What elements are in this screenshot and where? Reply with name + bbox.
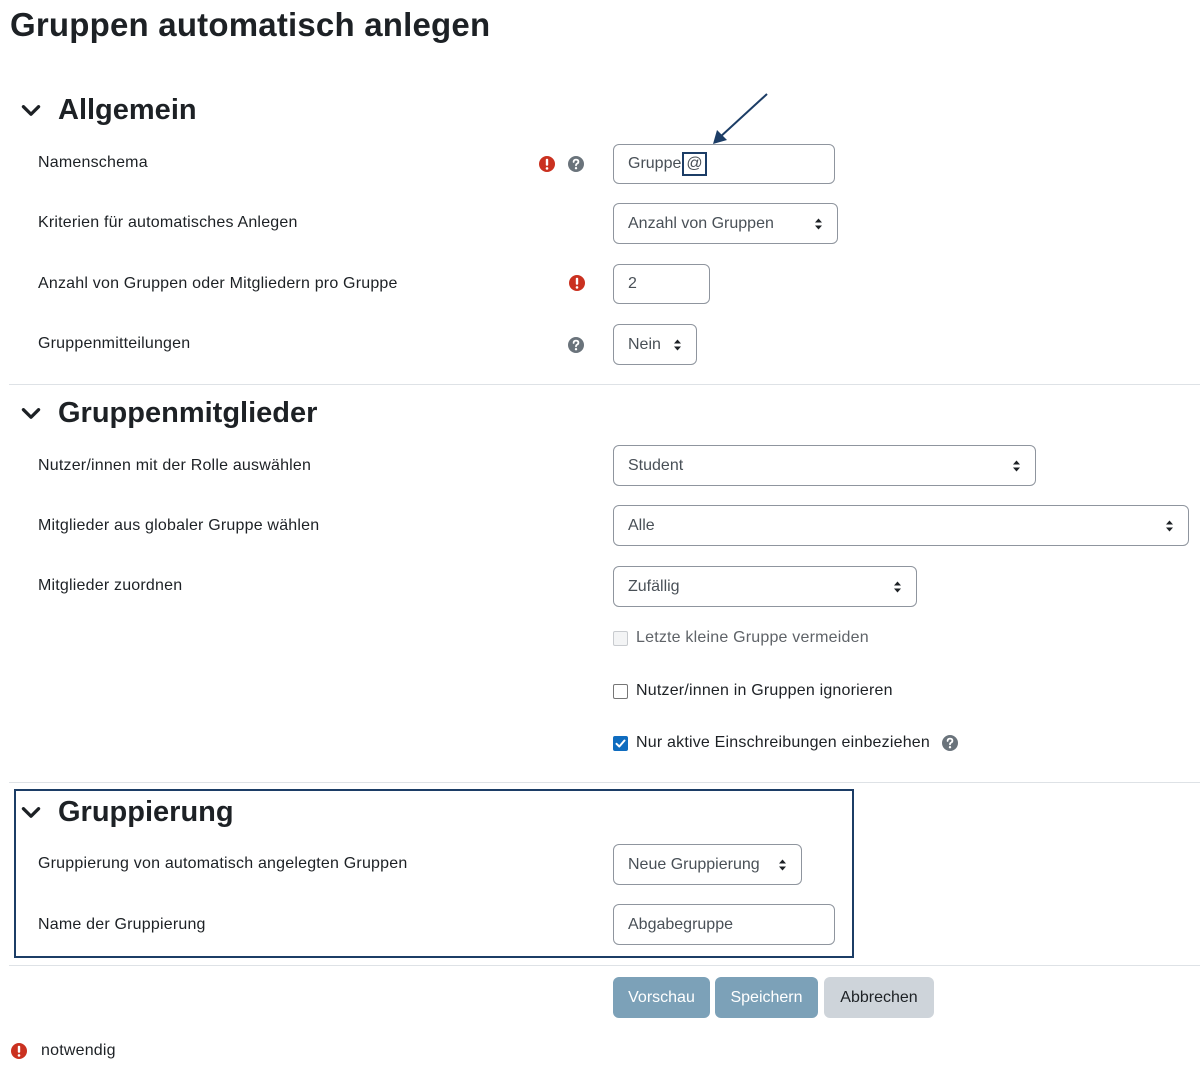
section-header-general[interactable]	[18, 94, 197, 127]
grouping-name-input[interactable]	[613, 904, 835, 945]
chevron-down-icon	[18, 98, 44, 124]
select-caret-icon	[1165, 519, 1174, 533]
role-value: Student	[628, 456, 684, 474]
ignore-grouped-label: Nutzer/innen in Gruppen ignorieren	[636, 682, 893, 699]
cohort-value: Alle	[628, 516, 655, 534]
group-messaging-value: Nein	[628, 335, 661, 353]
save-button[interactable]: Speichern	[715, 977, 818, 1018]
exclamation-circle-icon	[538, 155, 556, 173]
section-divider	[9, 384, 1200, 385]
question-circle-icon[interactable]	[567, 155, 585, 173]
select-caret-icon	[673, 338, 682, 352]
grouping-of-label: Gruppierung von automatisch angelegten Gruppen	[38, 855, 408, 872]
ignore-grouped-row[interactable]	[613, 682, 893, 700]
avoid-small-group-checkbox	[613, 631, 628, 646]
name-scheme-value: Gruppe	[628, 155, 682, 172]
group-messaging-label: Gruppenmitteilungen	[38, 335, 191, 352]
role-select[interactable]	[613, 445, 1036, 486]
question-circle-icon[interactable]	[567, 336, 585, 354]
role-label: Nutzer/innen mit der Rolle auswählen	[38, 457, 312, 474]
active-only-row[interactable]	[613, 734, 959, 752]
checkmark-icon	[615, 738, 626, 749]
required-note: notwendig	[41, 1042, 116, 1059]
active-only-checkbox[interactable]	[613, 736, 628, 751]
allocation-select[interactable]	[613, 566, 917, 607]
criteria-value: Anzahl von Gruppen	[628, 214, 774, 232]
section-title-grouping: Gruppierung	[58, 796, 234, 828]
section-title-members: Gruppenmitglieder	[58, 397, 318, 429]
section-divider	[9, 965, 1200, 966]
select-caret-icon	[1012, 459, 1021, 473]
allocation-label: Mitglieder zuordnen	[38, 577, 183, 594]
avoid-small-group-row	[613, 629, 869, 647]
name-scheme-placeholder-highlight: @	[682, 152, 706, 176]
ignore-grouped-checkbox[interactable]	[613, 684, 628, 699]
select-caret-icon	[893, 580, 902, 594]
grouping-of-value: Neue Gruppierung	[628, 855, 760, 873]
cancel-button[interactable]: Abbrechen	[824, 977, 934, 1018]
arrow-annotation-icon	[705, 90, 775, 150]
section-divider	[9, 782, 1200, 783]
select-caret-icon	[814, 217, 823, 231]
avoid-small-group-label: Letzte kleine Gruppe vermeiden	[636, 629, 869, 646]
section-header-grouping[interactable]	[18, 796, 234, 829]
grouping-name-label: Name der Gruppierung	[38, 916, 206, 933]
group-count-label: Anzahl von Gruppen oder Mitgliedern pro Gruppe	[38, 275, 398, 292]
criteria-label: Kriterien für automatisches Anlegen	[38, 214, 298, 231]
exclamation-circle-icon	[10, 1042, 28, 1060]
chevron-down-icon	[18, 401, 44, 427]
preview-button[interactable]: Vorschau	[613, 977, 710, 1018]
grouping-name-value: Abgabegruppe	[628, 915, 733, 933]
select-caret-icon	[778, 858, 787, 872]
section-title-general: Allgemein	[58, 94, 197, 126]
cohort-label: Mitglieder aus globaler Gruppe wählen	[38, 517, 320, 534]
group-count-value: 2	[628, 275, 637, 292]
active-only-label: Nur aktive Einschreibungen einbeziehen	[636, 734, 931, 751]
cohort-select[interactable]	[613, 505, 1189, 546]
section-header-members[interactable]	[18, 397, 317, 430]
group-messaging-select[interactable]	[613, 324, 697, 365]
allocation-value: Zufällig	[628, 577, 680, 595]
chevron-down-icon	[18, 800, 44, 826]
criteria-select[interactable]	[613, 203, 838, 244]
group-count-input[interactable]	[613, 264, 710, 304]
page-title: Gruppen automatisch anlegen	[10, 6, 491, 43]
exclamation-circle-icon	[568, 274, 586, 292]
question-circle-icon[interactable]	[941, 734, 959, 752]
grouping-of-select[interactable]	[613, 844, 802, 885]
name-scheme-label: Namenschema	[38, 154, 148, 171]
name-scheme-input[interactable]	[613, 144, 835, 184]
